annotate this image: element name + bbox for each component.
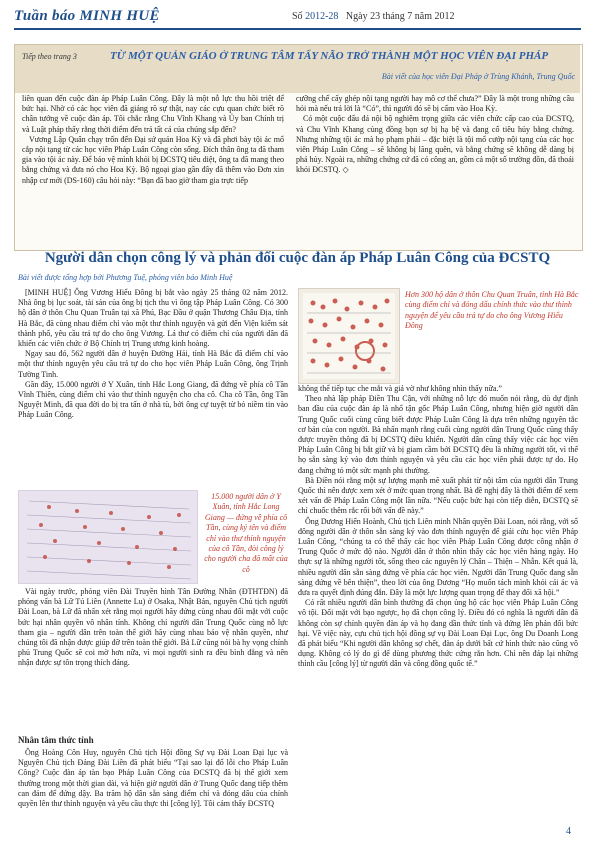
paragraph: cưỡng chế cấy ghép nội tạng người hay mô cơ thể chưa?” Đây là một trong những câu hỏi mà nếu trả lời là “Có”, thì người đó sẽ bị cấm vào Hoa Kỳ. <box>296 94 574 114</box>
main-byline: Bài viết được tổng hợp bởi Phương Tuệ, phóng viên báo Minh Huệ <box>18 273 233 282</box>
continued-from-label: Tiếp theo trang 3 <box>22 52 77 61</box>
paragraph: Ngay sau đó, 562 người dân ở huyện Đường Hải, tỉnh Hà Bắc đã điểm chỉ vào một thư thỉnh nguyện yêu cầu trả tự do cho học viên Pháp Luân Công, ông Trịnh Tường Tinh. <box>18 349 288 379</box>
main-right-column <box>298 384 578 670</box>
paragraph: liên quan đến cuộc đàn áp Pháp Luân Công. Đây là một nỗ lực thu hồi triệt để bức hại. Nhờ có các học viên đã giảng rõ sự thật, nay các cựu quan chức biết rõ chân tướng về cuộc đàn áp. Tôi chắc rằng Chu Vĩnh Khang và Ủy ban Chính trị và Luật pháp thấy rằng thời điểm đến trả tất cả của chúng sắp đến? <box>22 94 284 134</box>
main-left-column-top <box>18 288 288 421</box>
continued-article-left-column <box>22 94 284 186</box>
main-left-column-bottom <box>18 748 288 809</box>
photo-1-caption: Hơn 300 hộ dân ở thôn Chu Quan Truân, tỉnh Hà Bắc cùng điểm chỉ và đóng dấu chính thức vào thư thỉnh nguyện để yêu cầu trả tự do cho ông Vương Hiểu Đông <box>405 290 579 331</box>
issue-date: Ngày 23 tháng 7 năm 2012 <box>345 11 455 22</box>
photo-2-caption: 15.000 người dân ở Y Xuân, tỉnh Hắc Long Giang — đứng về phía cô Tần, cùng ký tên và điểm chỉ vào thư thỉnh nguyện của cô Tần, đòi công lý cho người cha đã mất của cô <box>204 492 288 574</box>
paragraph: Bà Điền nói rằng một sự lượng mạnh mẽ xuất phát từ nội tâm của người dân Trung Quốc thì nên được xem xét ở mức quan trọng nhất. Bà đề nghị đây là thời điểm để xem xét vấn đề Pháp Luân Công một lần nữa. “Nếu cuộc bức hại còn tiếp diễn, ĐCSTQ sẽ chỉ chuốc thêm rắc rối bởi vấn đề này.” <box>298 475 578 516</box>
paragraph: Vương Lập Quân chạy trốn đến Đại sứ quán Hoa Kỳ và đã phơi bày tội ác mổ cắp nội tạng từ các học viên Pháp Luân Công còn sống. Đích thân ông ta đã tham gia vào tội ác này. Để bảo vệ mình khỏi bị ĐCSTQ tiêu diệt, ông ta đã mang theo bằng chứng và đưa nó cho Hoa Kỳ. Bộ ngoại giao gần đây đã thêm vào Đơn xin nhập cư mới (DS-160) câu hỏi này: “Bạn đã bao giờ tham gia trực tiếp <box>22 134 284 185</box>
continued-article-byline: Bài viết của học viên Đại Pháp ở Trùng Khánh, Trung Quốc <box>381 72 575 81</box>
page-number: 4 <box>566 826 571 837</box>
header-rule <box>14 28 581 30</box>
paragraph: Gần đây, 15.000 người ở Y Xuân, tỉnh Hắc Long Giang, đã đứng về phía cô Tần Vĩnh Thiên, cùng điểm chỉ vào thư thỉnh nguyện cho cha cô. Cha cô Tần, ông Tần Nguyệt Minh, đã qua đời do bị tra tấn ở nhà tù, bởi ông cự tuyệt từ bỏ niềm tin vào Pháp Luân Công. <box>18 379 288 420</box>
paragraph: Có rất nhiều người dân bình thường đã chọn ủng hộ các học viên Pháp Luân Công vô tội. Đối mặt với bạo ngược, họ đã chọn công lý. Điều đó có nghĩa là người dân đã không còn sợ chính quyền đàn áp và họ đang dần thức tỉnh và đứng lên phản đối bức hại. Về việc này, cựu chủ tịch hội đồng sự vụ Đài Loan Đại Lục, ông Du Doanh Long đã phát biểu “Khi người dân không sợ chết, đàn áp dưới bất cứ hình thức nào cũng vô dụng. Không có lý do gì để dùng phương thức cứng rắn hơn. Chỉ nên đáp lại những thỉnh cầu [công lý] từ người dân và công đồng quốc tế.” <box>298 598 578 669</box>
paragraph: [MINH HUỆ] Ông Vương Hiểu Đông bị bắt vào ngày 25 tháng 02 năm 2012. Nhà ông bị lục soát, tài sản của ông bị tịch thu vì ông tập Pháp Luân Công. Có 300 hộ dân ở thôn Chu Quan Truân tại xã Phú, Bạc Đầu ở quận Thương Châu Địa, tỉnh Hà Bắc, đã cùng nhau điểm chỉ vào một thư thỉnh nguyện và gửi đến Viện kiểm sát thành phố, yêu cầu trả tự do cho ông Vương. Lá thư có điểm chỉ của người dân đã khiến các viên chức ở Bộ Chính trị Trung ương kinh hoàng. <box>18 288 288 349</box>
continued-article-right-column <box>296 94 574 176</box>
issue-prefix: Số <box>292 11 306 22</box>
paragraph: Vài ngày trước, phóng viên Đài Truyền hình Tân Đường Nhân (ĐTHTĐN) đã phỏng vấn bà Lữ Tú Liên (Annette Lu) ở Osaka, Nhật Bản, nguyên Chủ tịch người Đài Loan, bà Lữ đã nhấn xét rằng mọi người hãy đứng cùng nhau đối mặt với cuộc bức hại nhân quyền vô nhân tính. Không chỉ người dân Trung Quốc cùng nỗ lực tham gia – người dân trên toàn thế giới hãy cùng nhau bảo vệ nhân quyền, như chúng tôi đã nhận được giúp đỡ trên toàn thế giới. Bà Lữ cũng nói bà hy vọng chính phủ Trung Quốc sẽ coi mờ hơn nữa, vì mọi người sinh ra đều bình đẳng và nên nhận được sự tôn trọng thích đáng. <box>18 587 288 668</box>
paragraph: Theo nhà lập pháp Điền Thu Cận, với những nỗ lực đó muốn nói rằng, dù dự định ban đầu của cuộc đàn áp là nhổ tận gốc Pháp Luân Công, nhưng hiện giờ người dân Trung Quốc cuối cùng cũng biết được Pháp Luân Công là dựa trên những nguyên tắc cơ bản của con người. Bà nhấn mạnh rằng cuối cùng người dân Trung Quốc cũng thấy được truyền thông đã bị ĐCSTQ điều khiển. Người dân cũng thấy việc các học viên Pháp Luân Công bị bắt giữ và bị giam cầm bởi ĐCSTQ đều là những người tốt, vì thế họ sẵn sàng ký vào đơn thỉnh nguyện và yêu cầu các học viên phải được tự do. Họ đang chứng tỏ một sức mạnh phi thường. <box>298 394 578 475</box>
paragraph: không thể tiếp tục che mắt và giả vờ như không nhìn thấy nữa.” <box>298 384 502 393</box>
paragraph: Ông Dương Hiến Hoành, Chủ tịch Liên minh Nhân quyền Đài Loan, nói rằng, với số đông người dân ở thôn sẵn sàng ký vào đơn thỉnh nguyện để giải cứu học viên Pháp Luân Công, “chúng ta có thể thấy các học viên Pháp Luân Công được công nhận ở Trung Quốc ở mức độ nào. Người dân ở thôn nhìn thấy các học viên hàng ngày. Họ thực sự là những người tốt, sống theo các nguyên lý Chân – Thiện – Nhẫn. Kết quả là, nhiều người dân sẵn sàng đứng về phía các học viên. Người dân Trung Quốc đang sẵn sàng đứng về bên thiện”, theo lời của ông Dương “Họ muốn tách mình khỏi cái ác và đưa ra quyết định đúng đắn. Đây là một lực lượng quan trọng để thay đổi xã hội.” <box>298 516 578 598</box>
paragraph: Ông Hoàng Côn Huy, nguyên Chủ tịch Hội đồng Sự vụ Đài Loan Đại lục và Nguyên Chủ tịch Đảng Đài Liên đã phát biểu “Tại sao lại đổ lỗi cho Pháp Luân Công? Cuộc đàn áp tàn bạo Pháp Luân Công của ĐCSTQ đã bị thế giới xem thường trong một thời gian dài, và hiện giờ người dân ở Trung Quốc đang tiếp thêm can đảm để đứng dậy. Ba trăm hộ dân sẵn sàng điểm chỉ và đóng dấu của chính quyền lên thư thỉnh nguyện và yêu cầu thực thi [công lý]. Tôi cảm thấy ĐCSTQ <box>18 748 288 809</box>
masthead: Tuần báo MINH HUỆ <box>14 8 160 24</box>
paragraph: Có một cuộc đấu đá nội bộ nghiêm trọng giữa các viên chức cấp cao của ĐCSTQ, và Chu Vĩnh Khang cùng đồng bọn sợ bị hạ bệ và đang cố tiêu hủy bằng chứng. Nhưng những tội ác mà họ phạm phải – đặc biệt là tội mổ cướp nội tạng của các học viên Pháp Luân Công – sẽ không bị lãng quên, và bằng chứng sẽ không dễ dàng bị phá hủy. Ngoài ra, những chứng cứ đã có công an, gồm cả một số trường đồn, đã thoái khỏi ĐCSTQ. ◇ <box>296 114 574 175</box>
section-subheading: Nhân tâm thức tỉnh <box>18 735 94 745</box>
main-headline: Người dân chọn công lý và phản đối cuộc đàn áp Pháp Luân Công của ĐCSTQ <box>44 250 551 266</box>
issue-info <box>292 11 455 22</box>
main-left-column-middle <box>18 587 288 669</box>
continued-article-title: TỪ MỘT QUẢN GIÁO Ở TRUNG TÂM TẨY NÃO TRỞ THÀNH MỘT HỌC VIÊN ĐẠI PHÁP <box>110 50 549 62</box>
petition-photo-1 <box>298 288 400 384</box>
issue-number: 2012-28 <box>305 11 339 22</box>
petition-photo-2 <box>18 490 198 584</box>
